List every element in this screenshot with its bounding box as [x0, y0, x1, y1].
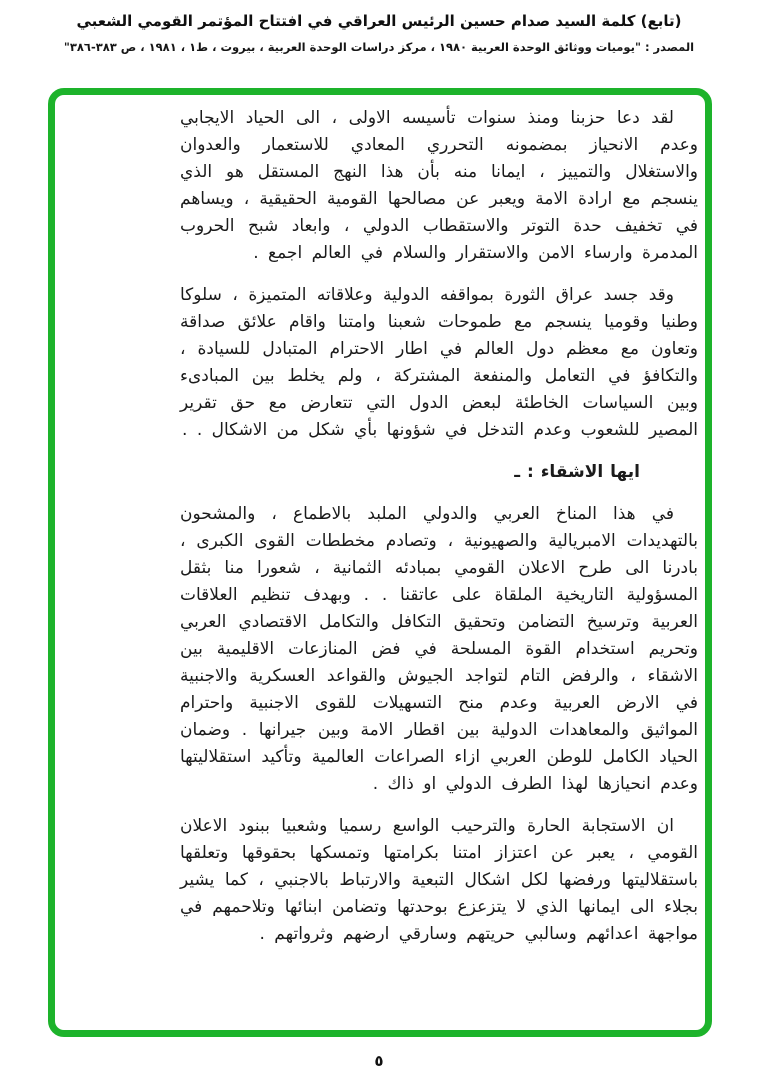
page-number: ٥: [374, 1052, 384, 1070]
document-title: (تابع) كلمة السيد صدام حسين الرئيس العراقي في افتتاح المؤتمر القومي الشعبي: [76, 12, 682, 30]
paragraph-popular-response: ان الاستجابة الحارة والترحيب الواسع رسميا وشعبيا ببنود الاعلان القومي ، يعبر عن اعتزاز امتنا بكرامتها وتمسكها بحقوقها وتعلقها باستقلاليتها ورفضها لكل اشكال التبعية والارتباط بالاجنبي ، كما يشير بجلاء الى ايمانها الذي لا يتزعزع بوحدتها وتضامن ابنائها وتلاحمهم في مواجهة اعدائهم وسالبي حريتهم وسارقي ارضهم وثرواتهم .: [180, 816, 698, 944]
source-citation: المصدر : "يوميات ووثائق الوحدة العربية ١٩٨٠ ، مركز دراسات الوحدة العربية ، بيروت ، ط١ ، ١٩٨١ ، ص ٣٨٣-٣٨٦": [63, 40, 695, 54]
paragraph-national-declaration: في هذا المناخ العربي والدولي الملبد بالاطماع ، والمشحون بالتهديدات الامبريالية والصهيونية ، وتصادم مخططات القوى الكبرى ، بادرنا الى طرح الاعلان القومي بمبادئه الثمانية ، شعورا منا بثقل المسؤولية التاريخية الملقاة على عاتقنا . . وبهدف تنظيم العلاقات العربية وترسيخ التضامن وتحقيق التكافل والتكامل الاقتصادي العربي وتحريم استخدام القوة المسلحة في فض المنازعات الاقليمية بين الاشقاء ، والرفض التام لتواجد الجيوش والقواعد العسكرية والاجنبية في الارض العربية وعدم منح التسهيلات للقوى الاجنبية واحترام المواثيق والمعاهدات الدولية بين اقطار الامة وبين جيرانها . وضمان الحياد الكامل للوطن العربي ازاء الصراعات العالمية وتأكيد استقلاليتها وعدم انحيازها لهذا الطرف الدولي او ذاك .: [180, 504, 698, 794]
page-footer: [0, 1051, 758, 1070]
body-text-column: [180, 105, 698, 963]
salutation-line: ايها الاشقاء : ـ: [514, 462, 640, 482]
page-header: [0, 12, 758, 54]
paragraph-neutrality: لقد دعا حزبنا ومنذ سنوات تأسيسه الاولى ، الى الحياد الايجابي وعدم الانحياز بمضمونه التحرري المعادي للاستعمار والعدوان والاستغلال والتمييز ، ايمانا منه بأن هذا النهج المستقل هو الذي ينسجم مع ارادة الامة ويعبر عن مصالحها القومية الحقيقية ، ويساهم في تخفيف حدة التوتر والاستقطاب الدولي ، وابعاد شبح الحروب المدمرة وارساء الامن والاستقرار والسلام في العالم اجمع .: [180, 108, 698, 263]
green-border-frame: [48, 88, 712, 1037]
paragraph-iraq-relations: وقد جسد عراق الثورة بمواقفه الدولية وعلاقاته المتميزة ، سلوكا وطنيا وقوميا ينسجم مع طموحات شعبنا وامتنا واقام علائق صداقة وتعاون مع معظم دول العالم في اطار الاحترام المتبادل للسيادة ، والتكافؤ في التعامل والمنفعة المشتركة ، ولم يخلط بين المبادىء وبين السياسات الخاطئة لبعض الدول التي تتعارض مع حق تقرير المصير للشعوب وعدم التدخل في شؤونها بأي شكل من الاشكال . .: [180, 285, 698, 440]
